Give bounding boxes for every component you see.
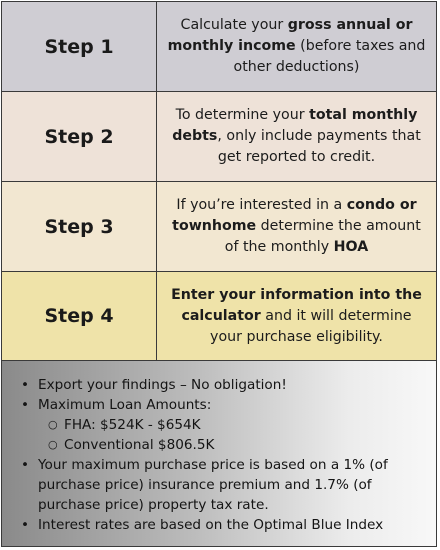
step-3-text-b: condo or townhome [172,197,417,234]
note-interest [18,515,430,535]
note-loan-amounts [18,395,430,455]
step-label-cell [2,2,157,91]
bullet-icon: • [21,377,30,393]
hollow-bullet-icon: ○ [48,418,58,431]
step-3-label: Step 3 [44,215,114,238]
step-1-description [157,2,436,91]
step-2-text-a: To determine your [175,107,310,123]
note-purchase-price [18,455,430,515]
note-export [18,375,430,395]
note-purchase-price-text: Your maximum purchase price is based on a 1% (of purchase price) insurance premium and 1.7% (of purchase price) property tax rate. [38,457,388,513]
step-row-1 [2,2,436,92]
step-3-description [157,182,436,271]
step-2-label: Step 2 [44,125,114,148]
bullet-icon: • [21,457,30,473]
step-1-text-a: Calculate your [180,17,288,33]
step-4-label: Step 4 [44,305,114,327]
notes-list [18,375,430,535]
step-3-text-d: HOA [333,239,369,255]
step-label-cell [2,182,157,271]
step-2-text-c: , only include payments that get reported to credit. [217,128,421,165]
step-row-4 [2,272,436,361]
step-1-label: Step 1 [44,35,114,58]
bullet-icon: • [21,517,30,533]
note-export-text: Export your findings – No obligation! [38,377,287,393]
step-4-text-a: Enter your information into the calculator [171,286,422,324]
step-1-text-c: (before taxes and other deductions) [233,38,426,75]
step-row-3 [2,182,436,272]
step-2-description [157,92,436,181]
step-label-cell [2,272,157,360]
step-4-text-b: and it will determine your purchase eligibility. [210,307,412,345]
note-fha-text: FHA: $524K - $654K [64,417,201,433]
step-4-description [157,272,436,360]
step-label-cell [2,92,157,181]
note-fha [38,415,430,435]
bullet-icon: • [21,397,30,413]
hollow-bullet-icon: ○ [48,438,58,451]
step-row-2 [2,92,436,182]
note-interest-text: Interest rates are based on the Optimal Blue Index [38,517,384,533]
step-2-text-b: total monthly debts [172,107,418,144]
note-conventional-text: Conventional $806.5K [64,437,215,453]
step-1-text-b: gross annual or monthly income [167,17,413,54]
notes-panel [2,361,436,546]
step-3-text-c: determine the amount of the monthly [224,218,421,255]
loan-amounts-sublist [38,415,430,455]
eligibility-steps-card [1,1,437,547]
note-conventional [38,435,430,455]
note-loan-heading: Maximum Loan Amounts: [38,397,212,413]
step-3-text-a: If you’re interested in a [176,197,347,213]
